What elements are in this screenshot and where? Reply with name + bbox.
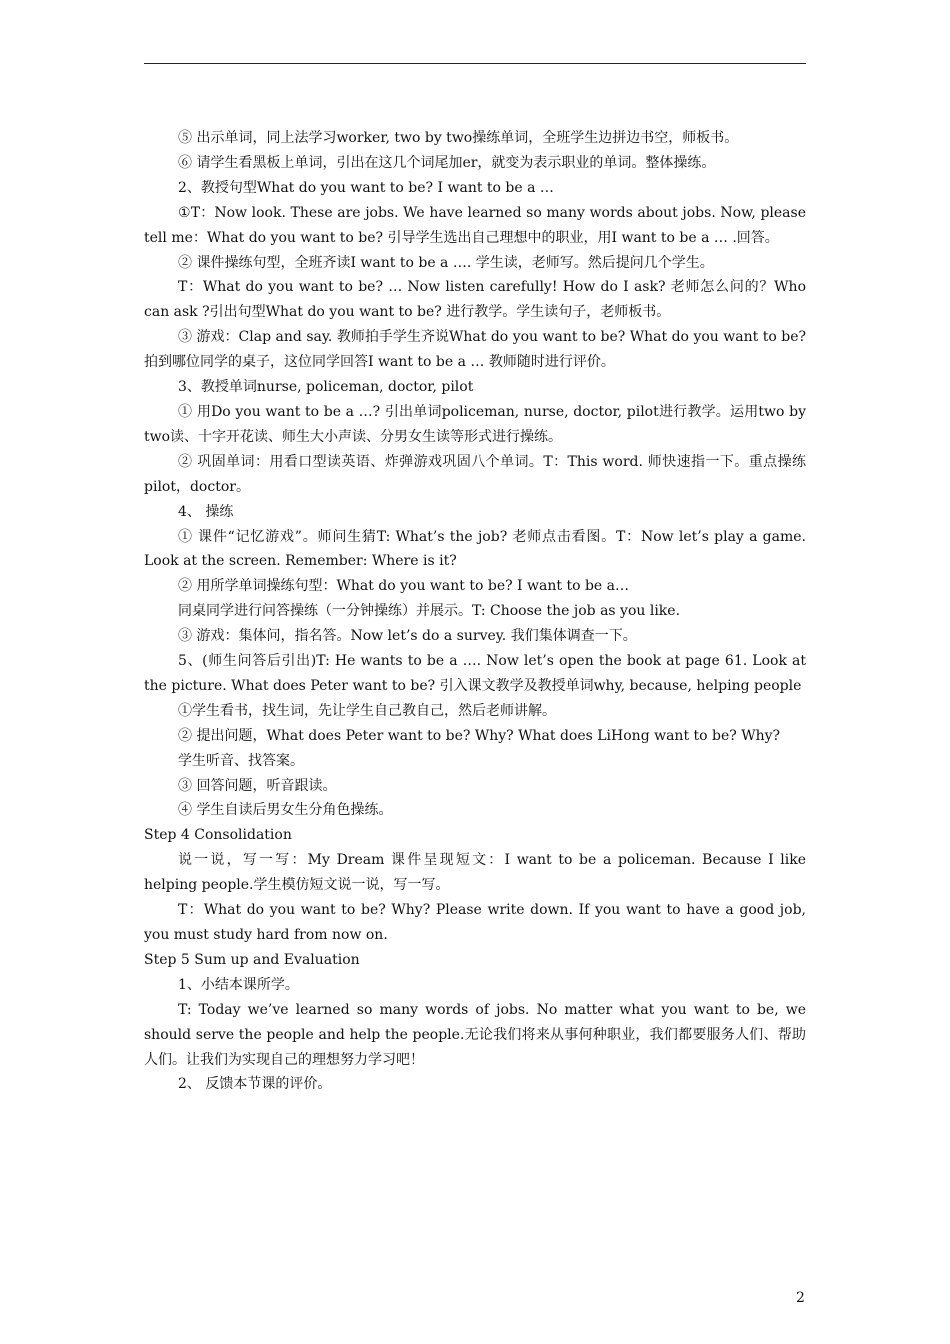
page-number: 2 <box>796 1290 805 1306</box>
paragraph: 2、教授句型What do you want to be? I want to be a … <box>178 179 554 196</box>
paragraph: ② 用所学单词操练句型：What do you want to be? I want to be a… <box>178 578 630 595</box>
paragraph: ① 用Do you want to be a …? 引出单词policeman, nurse, doctor, pilot进行教学。运用two by two读、十字开花读、师生大小声读、分男女生读等形式进行操练。 <box>144 403 806 445</box>
header-rule <box>144 63 806 64</box>
paragraph: T：What do you want to be? Why? Please write down. If you want to have a good job, you must study hard from now on. <box>144 902 806 943</box>
paragraph: ④ 学生自读后男女生分角色操练。 <box>178 802 393 819</box>
paragraph: ② 提出问题，What does Peter want to be? Why? What does LiHong want to be? Why? <box>178 727 781 744</box>
paragraph: 1、小结本课所学。 <box>178 976 299 993</box>
paragraph: ⑤ 出示单词，同上法学习worker, two by two操练单词，全班学生边拼边书空，师板书。 <box>178 130 739 146</box>
paragraph: ③ 回答问题，听音跟读。 <box>178 777 337 794</box>
paragraph: ①T：Now look. These are jobs. We have learned so many words about jobs. Now, please tell me：What do you want to be? 引导学生选出自己理想中的职业，用I want to be a … .回答。 <box>144 204 806 246</box>
paragraph: 5、(师生问答后引出)T: He wants to be a …. Now let’s open the book at page 61. Look at the picture. What does Peter want to be? 引入课文教学及教授单词why, because, helping people <box>144 653 806 694</box>
paragraph: T: Today we’ve learned so many words of jobs. No matter what you want to be, we should serve the people and help the people.无论我们将来从事何种职业，我们都要服务人们、帮助人们。让我们为实现自己的理想努力学习吧！ <box>144 1001 806 1068</box>
paragraph: ② 课件操练句型，全班齐读I want to be a …. 学生读，老师写。然后提问几个学生。 <box>178 254 714 271</box>
paragraph: ② 巩固单词：用看口型读英语、炸弹游戏巩固八个单词。T：This word. 师快速指一下。重点操练pilot，doctor。 <box>144 453 806 495</box>
paragraph: ① 课件“记忆游戏”。师问生猜T: What’s the job? 老师点击看图。T：Now let’s play a game. Look at the screen. Remember: Where is it? <box>144 528 806 570</box>
paragraph: ③ 游戏：集体问，指名答。Now let’s do a survey. 我们集体调查一下。 <box>178 628 637 645</box>
paragraph: 4、 操练 <box>178 503 234 520</box>
paragraph: ③ 游戏：Clap and say. 教师拍手学生齐说What do you want to be? What do you want to be? 拍到哪位同学的桌子，这位同学回答I want to be a … 教师随时进行评价。 <box>144 329 806 371</box>
paragraph: T：What do you want to be? … Now listen carefully! How do I ask? 老师怎么问的？Who can ask ?引出句型What do you want to be? 进行教学。学生读句子，老师板书。 <box>144 279 806 321</box>
paragraph: ⑥ 请学生看黑板上单词，引出在这几个词尾加er，就变为表示职业的单词。整体操练。 <box>178 154 716 171</box>
document-body <box>144 126 806 1097</box>
paragraph: 学生听音、找答案。 <box>178 752 304 769</box>
paragraph: ①学生看书，找生词，先让学生自己教自己，然后老师讲解。 <box>178 702 556 719</box>
paragraph: 3、教授单词nurse, policeman, doctor, pilot <box>178 379 474 396</box>
paragraph: 同桌同学进行问答操练（一分钟操练）并展示。T: Choose the job as you like. <box>178 603 681 620</box>
paragraph: Step 5 Sum up and Evaluation <box>144 951 360 968</box>
paragraph: 说一说，写一写：My Dream 课件呈现短文：I want to be a policeman. Because I like helping people.学生模仿短文说一说，写一写。 <box>144 852 806 894</box>
paragraph: Step 4 Consolidation <box>144 827 292 844</box>
paragraph: 2、 反馈本节课的评价。 <box>178 1076 332 1093</box>
